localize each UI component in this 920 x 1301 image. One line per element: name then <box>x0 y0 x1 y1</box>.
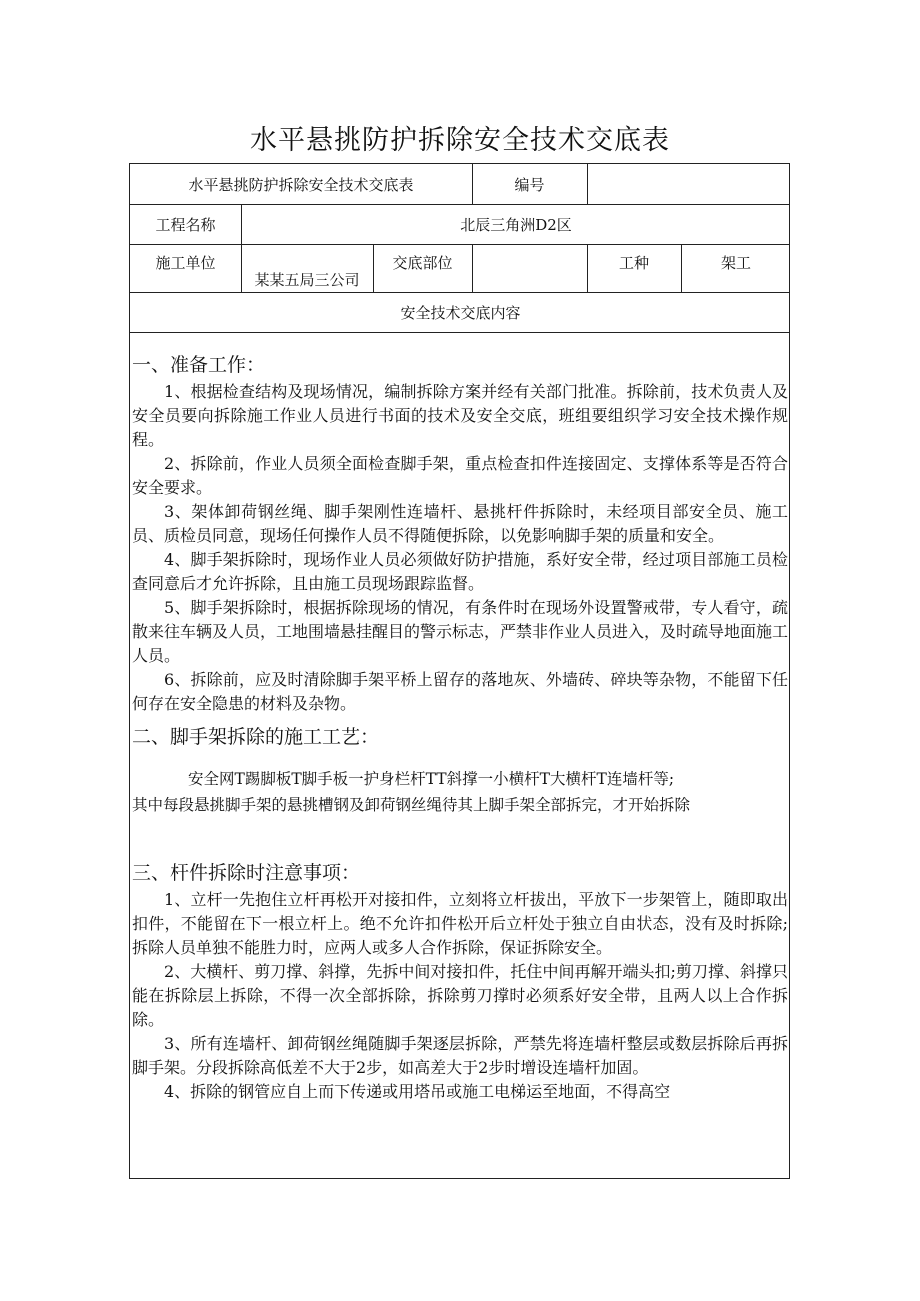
code-value-cell <box>587 164 791 204</box>
disclosure-part-value <box>472 244 587 292</box>
process-sequence-line: 安全网T踢脚板T脚手板一护身栏杆TT斜撑一小横杆T大横杆T连墙杆等; <box>188 770 675 788</box>
content-header: 安全技术交底内容 <box>400 303 521 322</box>
section-3-item: 1、立杆一先抱住立杆再松开对接扣件，立刻将立杆拔出，平放下一步架管上，随即取出扣件，不能留在下一根立杆上。绝不允许扣件松开后立杆处于独立自由状态，没有及时拆除;拆除人员单独不能胜力时，应两人或多人合作拆除，保证拆除安全。 <box>132 890 788 957</box>
section-1-heading: 一、准备工作： <box>132 354 266 376</box>
section-1-item: 1、根据检查结构及现场情况，编制拆除方案并经有关部门批准。拆除前，技术负责人及安全员要向拆除施工作业人员进行书面的技术及安全交底，班组要组织学习安全技术操作规程。 <box>132 382 788 449</box>
disclosure-content <box>132 350 788 1104</box>
disclosure-part-label: 交底部位 <box>392 253 453 272</box>
page-title: 水平悬挑防护拆除安全技术交底表 <box>250 125 670 156</box>
section-1-item: 6、拆除前，应及时清除脚手架平桥上留存的落地灰、外墙砖、碎块等杂物，不能留下任何存在安全隐患的材料及杂物。 <box>132 670 788 713</box>
process-sequence-line: 其中每段悬挑脚手架的悬挑槽钢及卸荷钢丝绳待其上脚手架全部拆完，才开始拆除 <box>132 796 691 814</box>
trade-label: 工种 <box>618 253 649 272</box>
row-divider <box>130 332 789 333</box>
section-3-item: 3、所有连墙杆、卸荷钢丝绳随脚手架逐层拆除，严禁先将连墙杆整层或数层拆除后再拆脚手架。分段拆除高低差不大于2步，如高差大于2步时增设连墙杆加固。 <box>132 1034 788 1077</box>
section-3-heading: 三、杆件拆除时注意事项： <box>132 862 361 884</box>
section-2-heading: 二、脚手架拆除的施工工艺： <box>132 726 380 748</box>
project-name-value: 北辰三角洲D2区 <box>460 215 572 234</box>
construction-unit-label: 施工单位 <box>155 253 216 272</box>
blank-space <box>132 818 788 844</box>
section-3-item: 4、拆除的钢管应自上而下传递或用塔吊或施工电梯运至地面，不得高空 <box>164 1082 671 1101</box>
section-3-item: 2、大横杆、剪刀撑、斜撑，先拆中间对接扣件，托住中间再解开端头扣;剪刀撑、斜撑只能在拆除层上拆除，不得一次全部拆除，拆除剪刀撑时必须系好安全带，且两人以上合作拆除。 <box>132 962 788 1029</box>
section-1-item: 5、脚手架拆除时，根据拆除现场的情况，有条件时在现场外设置警戒带，专人看守，疏散来往车辆及人员，工地围墙悬挂醒目的警示标志，严禁非作业人员进入，及时疏导地面施工人员。 <box>132 598 789 665</box>
section-1-item: 4、脚手架拆除时，现场作业人员必须做好防护措施，系好安全带，经过项目部施工员检查同意后才允许拆除，且由施工员现场跟踪监督。 <box>132 550 788 593</box>
code-label-cell: 编号 <box>514 175 545 194</box>
form-name-cell: 水平悬挑防护拆除安全技术交底表 <box>188 175 414 194</box>
construction-unit-value: 某某五局三公司 <box>254 271 360 289</box>
disclosure-table <box>129 163 790 1179</box>
section-1-item: 3、架体卸荷钢丝绳、脚手架刚性连墙杆、悬挑杆件拆除时，未经项目部安全员、施工员、质检员同意，现场任何操作人员不得随便拆除，以免影响脚手架的质量和安全。 <box>132 502 788 545</box>
trade-value: 架工 <box>720 253 751 272</box>
project-name-label: 工程名称 <box>155 215 216 234</box>
section-1-item: 2、拆除前，作业人员须全面检查脚手架，重点检查扣件连接固定、支撑体系等是否符合安全要求。 <box>132 454 788 497</box>
